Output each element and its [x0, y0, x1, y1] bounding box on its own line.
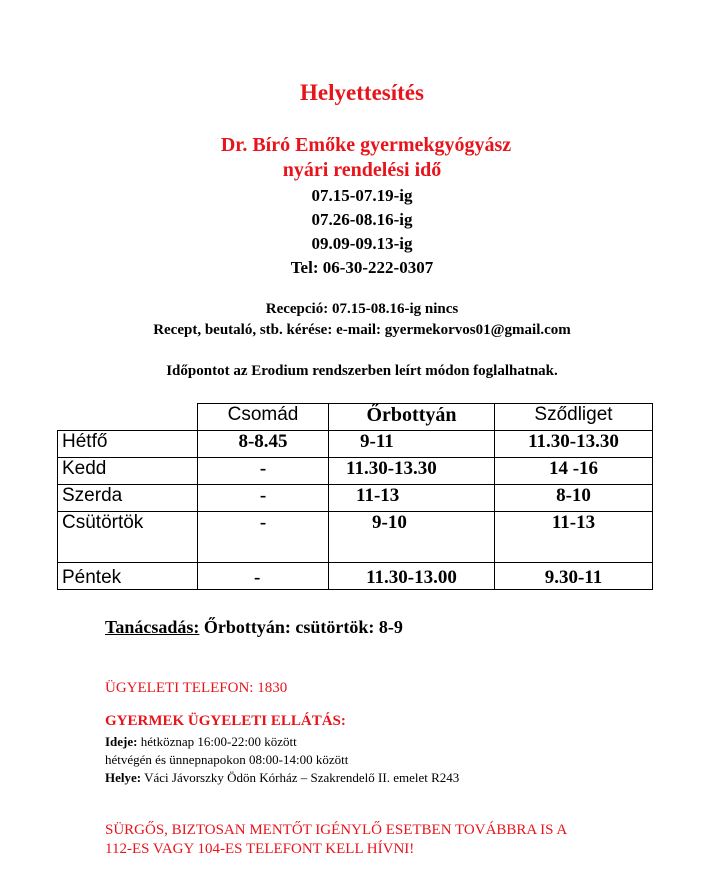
time-cell: 9.30-11 [495, 563, 653, 590]
schedule-row [58, 431, 653, 458]
phone-number: Tel: 06-30-222-0307 [290, 258, 434, 277]
duty-place-line [105, 770, 459, 786]
duty-time-weekday: hétköznap 16:00-22:00 között [140, 734, 297, 749]
time-cell: 11.30-13.30 [495, 431, 653, 458]
duty-time-line [105, 734, 297, 750]
column-orbottyan: Őrbottyán [329, 404, 495, 431]
day-label: Kedd [58, 458, 198, 485]
schedule-row [58, 563, 653, 590]
period-2: 07.26-08.16-ig [311, 210, 413, 229]
column-csomad: Csomád [198, 404, 329, 431]
time-cell: 8-8.45 [198, 431, 329, 458]
time-cell: - [198, 485, 329, 512]
page-title: Helyettesítés [300, 80, 424, 105]
duty-time-weekend: hétvégén és ünnepnapokon 08:00-14:00 között [105, 752, 349, 767]
time-cell: 9-11 [329, 431, 495, 458]
schedule-row [58, 512, 653, 563]
doctor-name: Dr. Bíró Emőke gyermekgyógyász [220, 134, 512, 156]
booking-note: Időpontot az Erodium rendszerben leírt módon foglalhatnak. [166, 363, 558, 379]
day-label: Szerda [58, 485, 198, 512]
time-cell: 11-13 [495, 512, 653, 563]
time-cell: 14 -16 [495, 458, 653, 485]
day-label: Péntek [58, 563, 198, 590]
urgent-line-1: SÜRGŐS, BIZTOSAN MENTŐT IGÉNYLŐ ESETBEN TOVÁBBRA IS A [105, 822, 568, 838]
day-label: Csütörtök [58, 512, 198, 563]
time-cell: - [198, 458, 329, 485]
period-1: 07.15-07.19-ig [311, 186, 413, 205]
schedule-table [57, 403, 653, 590]
consultation-text: Őrbottyán: csütörtök: 8-9 [203, 617, 403, 637]
time-cell: 9-10 [329, 512, 495, 563]
consultation-label: Tanácsadás [105, 617, 194, 637]
time-cell: - [198, 512, 329, 563]
duty-time-label: Ideje: [105, 734, 138, 749]
reception-note: Recepció: 07.15-08.16-ig nincs [265, 301, 459, 317]
time-cell: 11.30-13.30 [329, 458, 495, 485]
consultation-line: Tanácsadás: Őrbottyán: csütörtök: 8-9 [105, 617, 403, 637]
schedule-row [58, 458, 653, 485]
schedule-corner [58, 404, 198, 431]
day-label: Hétfő [58, 431, 198, 458]
time-cell: 8-10 [495, 485, 653, 512]
period-3: 09.09-09.13-ig [311, 234, 413, 253]
time-cell: 11-13 [329, 485, 495, 512]
duty-care-title: GYERMEK ÜGYELETI ELLÁTÁS: [105, 713, 346, 729]
summer-hours-subtitle: nyári rendelési idő [282, 159, 442, 181]
time-cell: - [198, 563, 329, 590]
time-cell: 11.30-13.00 [329, 563, 495, 590]
column-szodliget: Sződliget [495, 404, 653, 431]
urgent-notice [105, 821, 567, 859]
duty-phone: ÜGYELETI TELEFON: 1830 [105, 680, 288, 696]
duty-place: Váci Jávorszky Ödön Kórház – Szakrendelő II. emelet R243 [144, 770, 460, 785]
prescription-note: Recept, beutaló, stb. kérése: e-mail: gyermekorvos01@gmail.com [153, 322, 571, 338]
schedule-header-row [58, 404, 653, 431]
schedule-row [58, 485, 653, 512]
duty-place-label: Helye: [105, 770, 142, 785]
urgent-line-2: 112-ES VAGY 104-ES TELEFONT KELL HÍVNI! [105, 841, 415, 857]
